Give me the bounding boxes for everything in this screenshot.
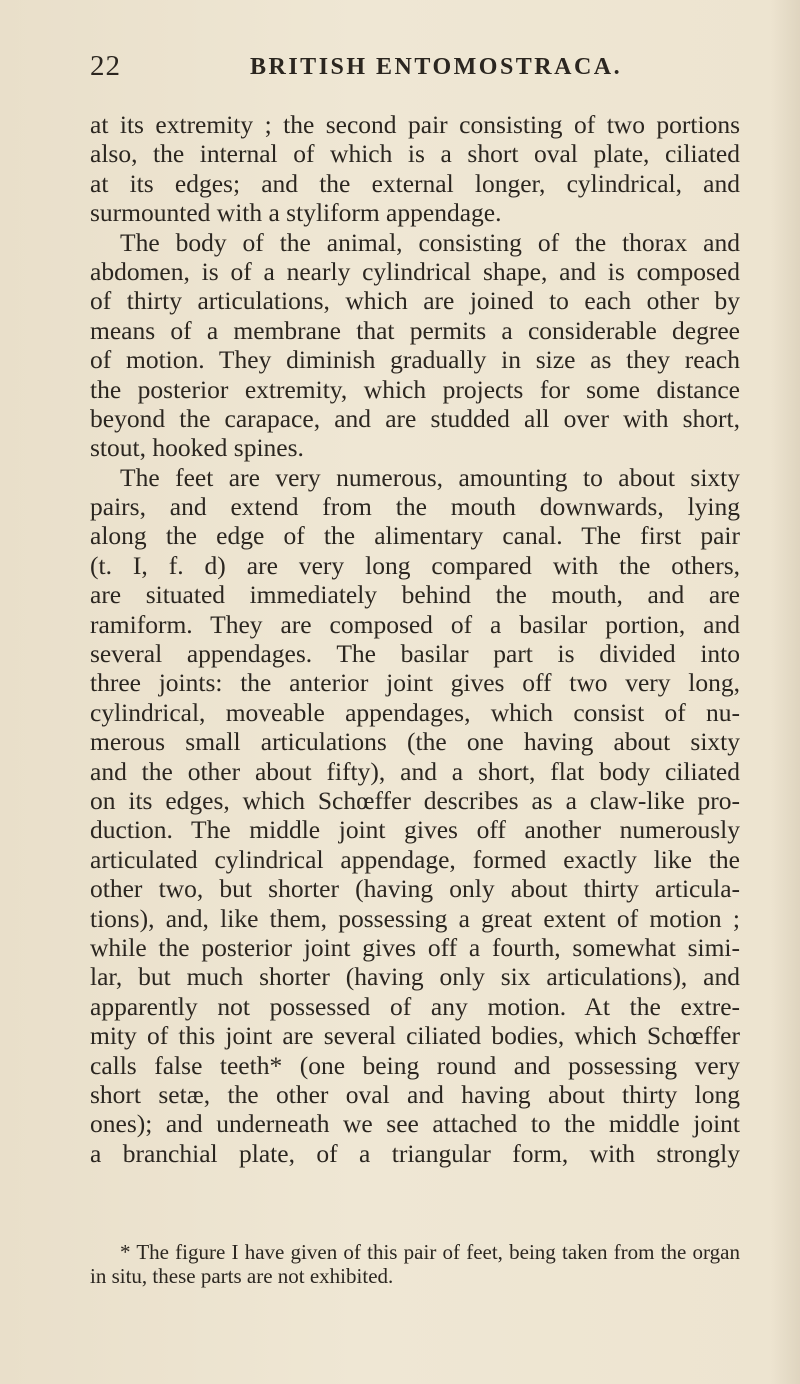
- text-line: at its edges; and the external longer, cylindrical, and: [90, 168, 740, 198]
- text-line: duction. The middle joint gives off another numerously: [90, 815, 740, 845]
- text-line: while the posterior joint gives off a fourth, somewhat simi-: [90, 932, 740, 962]
- text-line: tions), and, like them, possessing a great extent of motion ;: [90, 903, 740, 933]
- text-line: ones); and underneath we see attached to the middle joint: [90, 1109, 740, 1139]
- text-line: apparently not possessed of any motion. At the extre-: [90, 991, 740, 1021]
- text-line: pairs, and extend from the mouth downwards, lying: [90, 492, 740, 522]
- text-line: surmounted with a styliform appendage.: [90, 198, 502, 228]
- footnote: [90, 1240, 740, 1288]
- text-line: on its edges, which Schœffer describes as a claw-like pro-: [90, 785, 740, 815]
- running-title: BRITISH ENTOMOSTRACA.: [250, 54, 623, 80]
- text-line: three joints: the anterior joint gives off two very long,: [90, 668, 740, 698]
- text-line: stout, hooked spines.: [90, 433, 304, 463]
- text-line: The feet are very numerous, amounting to about sixty: [120, 462, 740, 492]
- text-line: short setæ, the other oval and having about thirty long: [90, 1079, 740, 1109]
- text-line: mity of this joint are several ciliated bodies, which Schœffer: [90, 1021, 740, 1051]
- text-line: lar, but much shorter (having only six articulations), and: [90, 962, 740, 992]
- page-number: 22: [90, 50, 121, 82]
- footnote-line: in situ, these parts are not exhibited.: [90, 1264, 394, 1288]
- text-line: means of a membrane that permits a considerable degree: [90, 315, 740, 345]
- text-line: of motion. They diminish gradually in size as they reach: [90, 345, 740, 375]
- text-line: also, the internal of which is a short oval plate, ciliated: [90, 139, 740, 169]
- text-line: at its extremity ; the second pair consisting of two portions: [90, 110, 740, 139]
- page-edge-shadow: [770, 0, 800, 1384]
- footnote-line: * The figure I have given of this pair of feet, being taken from the organ: [120, 1240, 740, 1264]
- text-line: of thirty articulations, which are joined to each other by: [90, 286, 740, 316]
- text-line: cylindrical, moveable appendages, which consist of nu-: [90, 697, 740, 727]
- text-line: calls false teeth* (one being round and possessing very: [90, 1050, 740, 1080]
- text-line: abdomen, is of a nearly cylindrical shape, and is composed: [90, 256, 740, 286]
- text-line: ramiform. They are composed of a basilar portion, and: [90, 609, 740, 639]
- text-line: along the edge of the alimentary canal. The first pair: [90, 521, 740, 551]
- text-line: are situated immediately behind the mouth, and are: [90, 580, 740, 610]
- text-line: several appendages. The basilar part is divided into: [90, 639, 740, 669]
- text-line: (t. I, f. d) are very long compared with the others,: [90, 550, 740, 580]
- body-text: [90, 110, 740, 1168]
- text-line: The body of the animal, consisting of the thorax and: [120, 227, 740, 257]
- text-line: and the other about fifty), and a short, flat body ciliated: [90, 756, 740, 786]
- text-line: articulated cylindrical appendage, formed exactly like the: [90, 844, 740, 874]
- text-line: merous small articulations (the one having about sixty: [90, 727, 740, 757]
- text-line: other two, but shorter (having only about thirty articula-: [90, 874, 740, 904]
- page-header: [90, 48, 740, 88]
- text-line: the posterior extremity, which projects for some distance: [90, 374, 740, 404]
- text-line: a branchial plate, of a triangular form, with strongly: [90, 1138, 740, 1168]
- text-line: beyond the carapace, and are studded all over with short,: [90, 403, 740, 433]
